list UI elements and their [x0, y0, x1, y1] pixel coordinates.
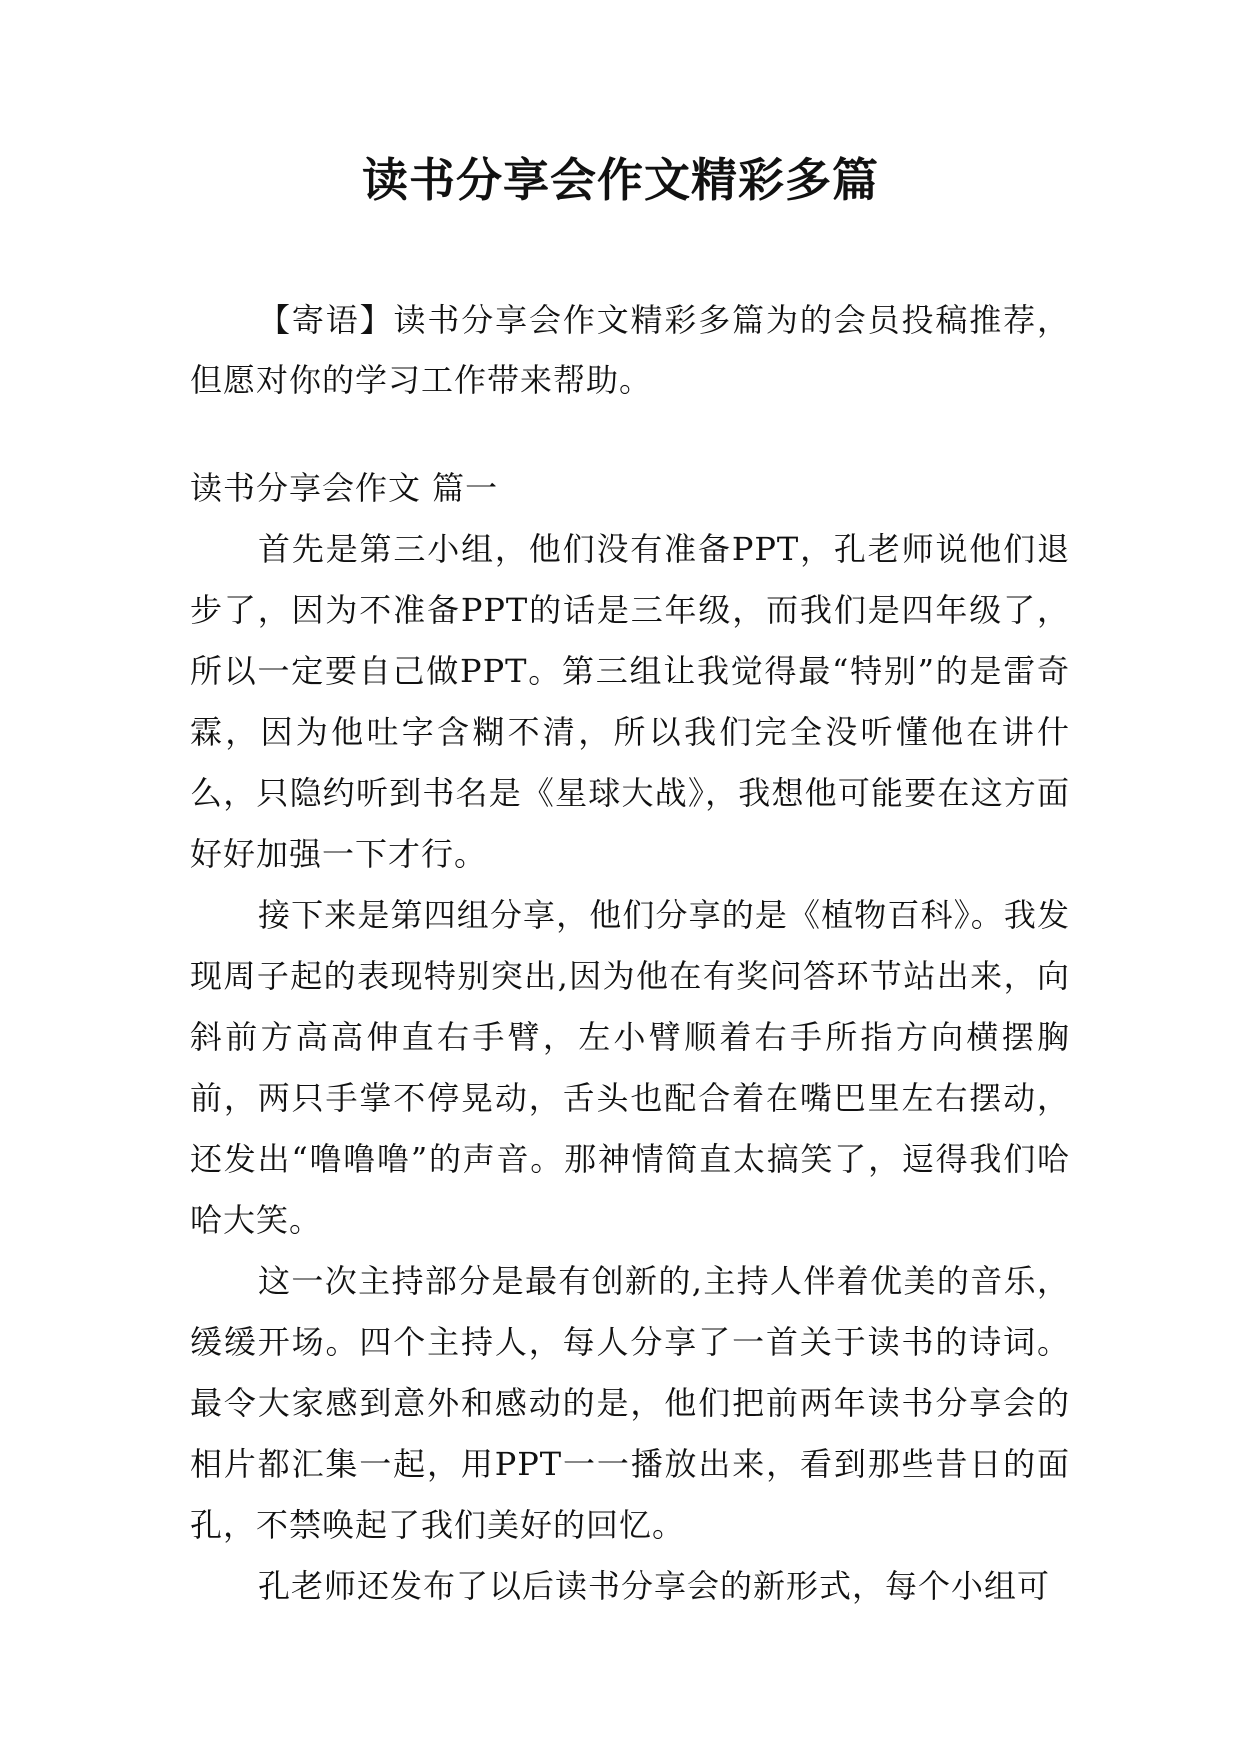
- body-paragraph: 孔老师还发布了以后读书分享会的新形式，每个小组可: [258, 1567, 1051, 1605]
- body-paragraph: 接下来是第四组分享，他们分享的是《植物百科》。我发现周子起的表现特别突出,因为他在有奖问答环节站出来，向斜前方高高伸直右手臂，左小臂顺着右手所指方向横摆胸前，两只手掌不停晃动，舌头也配合着在嘴巴里左右摆动，还发出“噜噜噜”的声音。那神情简直太搞笑了，逗得我们哈哈大笑。: [190, 896, 1070, 1239]
- foreword-paragraph: 【寄语】读书分享会作文精彩多篇为的会员投稿推荐，但愿对你的学习工作带来帮助。: [190, 301, 1070, 399]
- body-paragraph: 这一次主持部分是最有创新的,主持人伴着优美的音乐，缓缓开场。四个主持人，每人分享了一首关于读书的诗词。最令大家感到意外和感动的是，他们把前两年读书分享会的相片都汇集一起，用PPT一一播放出来，看到那些昔日的面孔，不禁唤起了我们美好的回忆。: [190, 1262, 1070, 1544]
- document-title: 读书分享会作文精彩多篇: [362, 153, 879, 207]
- section-heading: 读书分享会作文 篇一: [190, 469, 499, 507]
- body-paragraph: 首先是第三小组，他们没有准备PPT，孔老师说他们退步了，因为不准备PPT的话是三年级，而我们是四年级了，所以一定要自己做PPT。第三组让我觉得最“特别”的是雷奇霖，因为他吐字含糊不清，所以我们完全没听懂他在讲什么，只隐约听到书名是《星球大战》，我想他可能要在这方面好好加强一下才行。: [190, 530, 1070, 873]
- article-body: [190, 519, 1070, 1617]
